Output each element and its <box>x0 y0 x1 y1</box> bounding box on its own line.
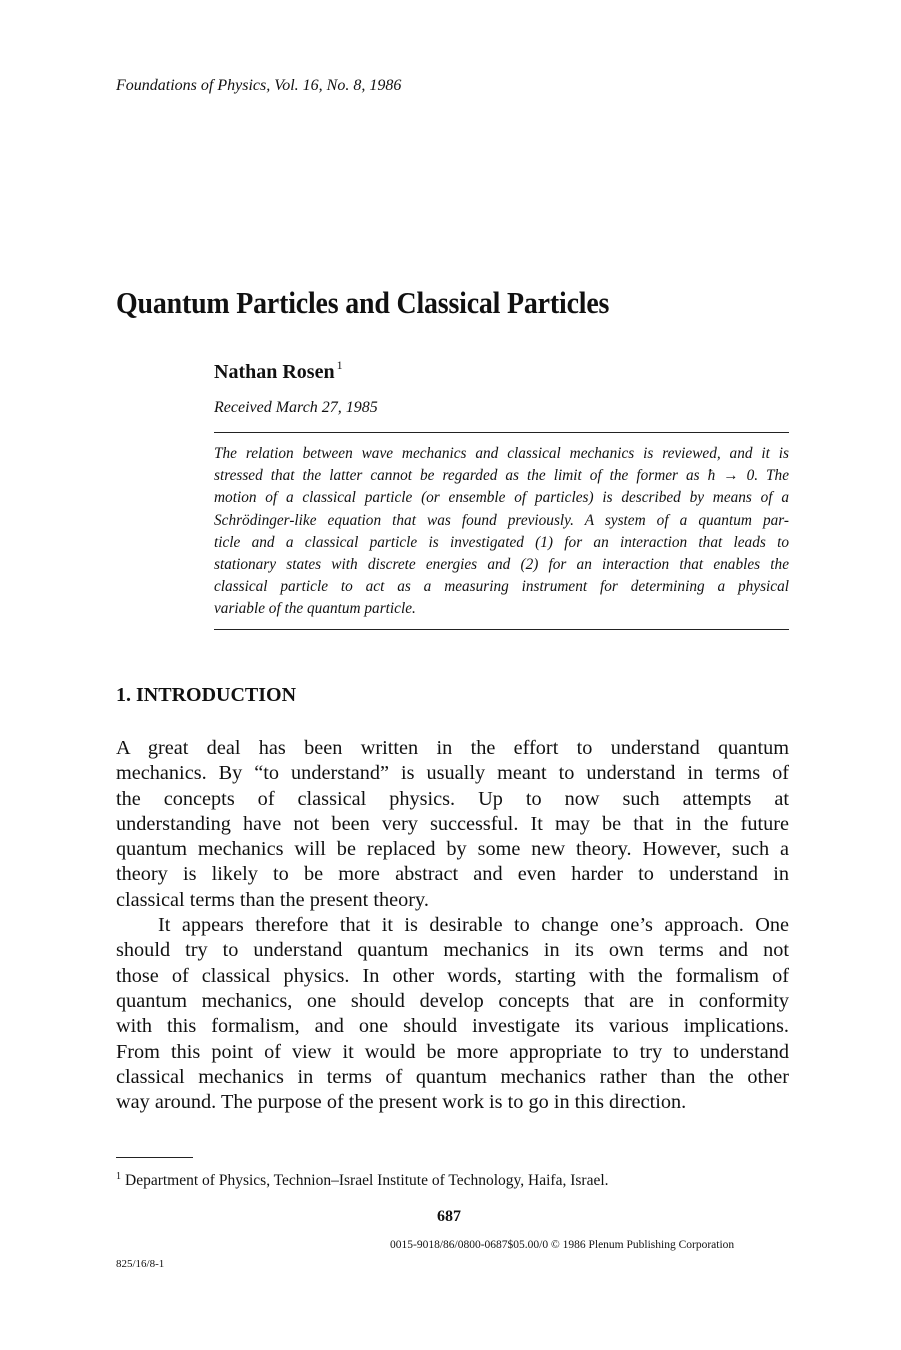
author-footnote-mark: 1 <box>336 358 343 372</box>
abstract-line: stressed that the latter cannot be regarded as the limit of the former as ħ → 0. The <box>214 467 789 485</box>
footnote-mark: 1 <box>116 1171 121 1182</box>
received-date: Received March 27, 1985 <box>214 399 378 416</box>
print-code: 825/16/8-1 <box>116 1258 165 1270</box>
body-line: with this formalism, and one should investigate its various implications. <box>116 1015 789 1038</box>
body-line: theory is likely to be more abstract and even harder to understand in <box>116 863 789 886</box>
journal-citation: Foundations of Physics, Vol. 16, No. 8, 1986 <box>116 77 402 94</box>
body-line: classical mechanics in terms of quantum mechanics rather than the other <box>116 1065 789 1088</box>
footnote-text: Department of Physics, Technion–Israel Institute of Technology, Haifa, Israel. <box>125 1172 609 1189</box>
footnote-rule <box>116 1157 193 1158</box>
abstract-top-rule <box>214 432 789 433</box>
abstract-line: Schrödinger-like equation that was found previously. A system of a quantum par- <box>214 511 789 529</box>
abstract-line: classical particle to act as a measuring instrument for determining a physical <box>214 578 789 596</box>
body-line: understanding have not been very successful. It may be that in the future <box>116 812 789 835</box>
author-name <box>214 358 343 384</box>
abstract-line: stationary states with discrete energies and (2) for an interaction that enables the <box>214 555 789 573</box>
body-line: quantum mechanics will be replaced by some new theory. However, such a <box>116 838 789 861</box>
page-number: 687 <box>437 1208 461 1225</box>
body-line: the concepts of classical physics. Up to now such attempts at <box>116 787 789 810</box>
body-line: those of classical physics. In other words, starting with the formalism of <box>116 964 789 987</box>
abstract-line: variable of the quantum particle. <box>214 600 416 618</box>
section-heading: 1. INTRODUCTION <box>116 684 297 706</box>
abstract-line: ticle and a classical particle is investigated (1) for an interaction that leads to <box>214 533 789 551</box>
abstract-line: motion of a classical particle (or ensemble of particles) is described by means of a <box>214 489 789 507</box>
article-title: Quantum Particles and Classical Particles <box>116 285 610 320</box>
copyright-line: 0015-9018/86/0800-0687$05.00/0 © 1986 Plenum Publishing Corporation <box>390 1239 735 1251</box>
body-line: should try to understand quantum mechanics in its own terms and not <box>116 939 789 962</box>
body-line: A great deal has been written in the effort to understand quantum <box>116 737 789 759</box>
author-name-text: Nathan Rosen <box>214 361 335 383</box>
body-line: From this point of view it would be more appropriate to try to understand <box>116 1040 789 1063</box>
body-line: It appears therefore that it is desirable to change one’s approach. One <box>158 914 789 937</box>
body-text <box>116 736 789 1115</box>
abstract <box>214 443 789 621</box>
body-line: classical terms than the present theory. <box>116 888 429 911</box>
footnote <box>116 1171 609 1190</box>
body-line: quantum mechanics, one should develop concepts that are in conformity <box>116 989 789 1012</box>
body-line: way around. The purpose of the present work is to go in this direction. <box>116 1091 687 1114</box>
body-line: mechanics. By “to understand” is usually meant to understand in terms of <box>116 762 789 785</box>
abstract-bottom-rule <box>214 629 789 630</box>
abstract-line: The relation between wave mechanics and classical mechanics is reviewed, and it is <box>214 445 789 462</box>
